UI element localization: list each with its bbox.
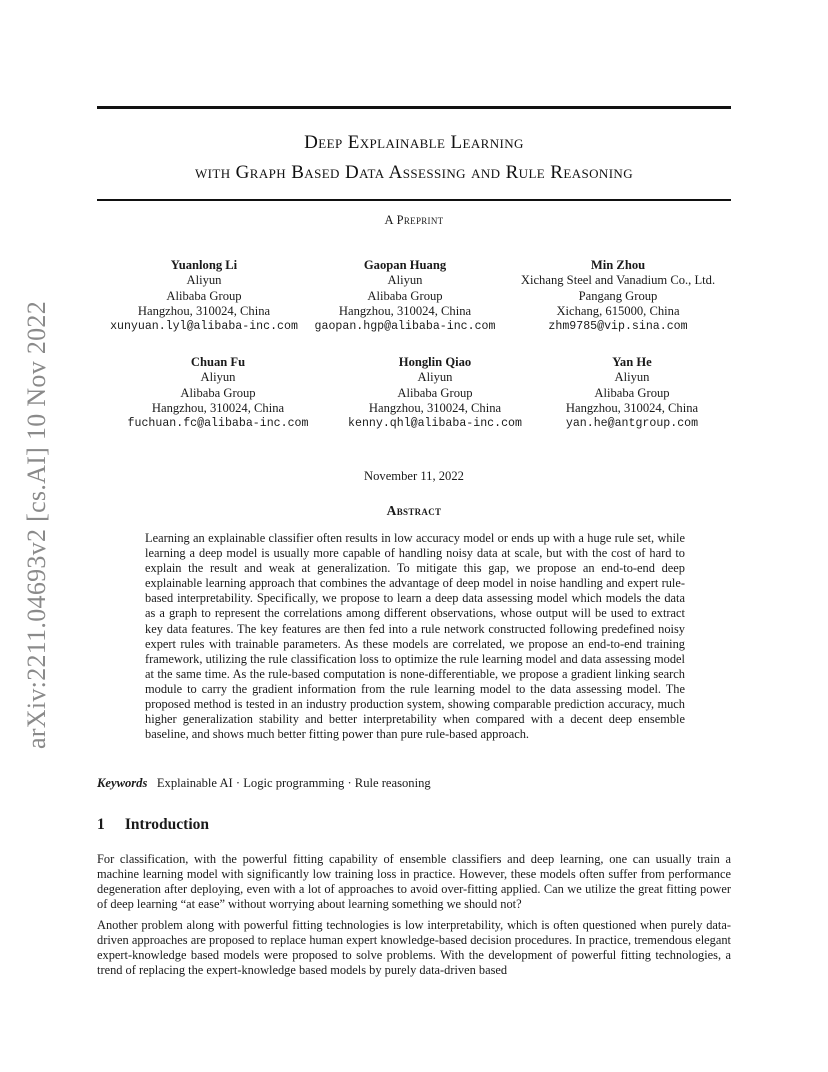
author-address: Hangzhou, 310024, China [338,303,472,318]
author-name: Chuan Fu [190,355,246,369]
section-title: Introduction [124,816,209,833]
author-email[interactable]: kenny.qhl@alibaba-inc.com [348,417,522,431]
author-email[interactable]: yan.he@antgroup.com [565,417,699,431]
author-block [103,355,333,431]
title-line-1: Deep Explainable Learning [304,132,524,153]
author-affiliation: Alibaba Group [180,385,256,400]
intro-paragraph: Another problem along with powerful fitting technologies is low interpretability, which is often questioned when purely data-driven approaches are proposed to replace human expert knowledge-based decision procedures. In practice, tremendous elegant expert-knowledge based models were proposed to solve problems. With the development of powerful fitting technologies, a trend of replacing the expert-knowledge based models by purely data-driven based [97,918,731,978]
author-affiliation: Pangang Group [578,288,658,303]
author-block [89,258,319,334]
intro-paragraph: For classification, with the powerful fitting capability of ensemble classifiers and deep learning, one can usually train a machine learning model with significantly low training loss in practice. However, these models often suffer from performance degeneration after deploying, even with a lot of approaches to avoid over-fitting applied. Can we utilize the great fitting power of deep learning “at ease” without worrying about learning something we should not? [97,852,731,912]
author-affiliation: Aliyun [614,370,650,385]
author-address: Xichang, 615000, China [556,303,680,318]
section-number: 1 [97,816,105,833]
abstract-heading: Abstract [386,503,442,518]
preprint-label: A Preprint [384,213,444,227]
abstract-text: Learning an explainable classifier often results in low accuracy model or ends up with a huge rule set, while learning a deep model is usually more capable of handling noisy data at scale, but with the cost of hard to explain the result and weak at generalization. To mitigate this gap, we propose an end-to-end deep explainable learning approach that combines the advantage of deep model in noise handling and expert rule-based interpretability. Specifically, we propose to learn a deep data assessing model which models the data as a graph to represent the correlations among different observations, whose output will be used to extract key data features. The key features are then fed into a rule network constructed following predefined noisy expert rules with trainable parameters. As these models are correlated, we propose an end-to-end training framework, utilizing the rule classification loss to optimize the rule learning model and data assessing model at the same time. As the rule-based computation is none-differentiable, we propose a gradient linking search module to carry the gradient information from the rule learning model to the data assessing model. The proposed method is tested in an industry production system, showing comparable prediction accuracy, much higher generalization stability and better interpretability when compared with a decent deep ensemble baseline, and shows much better fitting power than pure rule-based approach. [145,531,685,742]
author-affiliation: Alibaba Group [367,288,443,303]
author-email[interactable]: zhm9785@vip.sina.com [548,320,688,334]
title-bottom-rule [97,199,731,201]
author-address: Hangzhou, 310024, China [137,303,271,318]
author-affiliation: Aliyun [186,273,222,288]
author-name: Yuanlong Li [170,258,238,272]
author-name: Yan He [612,355,652,369]
title-top-rule [97,106,731,109]
author-name: Min Zhou [590,258,646,272]
author-block [320,355,550,431]
author-affiliation: Alibaba Group [397,385,473,400]
author-name: Honglin Qiao [398,355,472,369]
section-heading [97,816,731,834]
author-affiliation: Aliyun [200,370,236,385]
arxiv-identifier [14,290,60,760]
author-affiliation: Alibaba Group [594,385,670,400]
author-block [517,355,747,431]
author-affiliation: Aliyun [387,273,423,288]
keywords-line [97,776,731,791]
author-block [290,258,520,334]
author-affiliation: Xichang Steel and Vanadium Co., Ltd. [520,273,716,288]
arxiv-identifier-text: arXiv:2211.04693v2 [cs.AI] 10 Nov 2022 [22,300,52,750]
author-address: Hangzhou, 310024, China [151,400,285,415]
keywords-label: Keywords [97,776,148,790]
title-line-2: with Graph Based Data Assessing and Rule Reasoning [194,162,633,183]
author-email[interactable]: xunyuan.lyl@alibaba-inc.com [110,320,298,334]
author-name: Gaopan Huang [363,258,447,272]
author-affiliation: Aliyun [417,370,453,385]
author-affiliation: Alibaba Group [166,288,242,303]
author-address: Hangzhou, 310024, China [565,400,699,415]
author-email[interactable]: gaopan.hgp@alibaba-inc.com [314,320,496,334]
paper-title [97,128,731,188]
author-block [503,258,733,334]
author-address: Hangzhou, 310024, China [368,400,502,415]
publication-date: November 11, 2022 [364,469,464,483]
keywords-list: Explainable AI · Logic programming · Rule reasoning [156,776,431,790]
author-email[interactable]: fuchuan.fc@alibaba-inc.com [127,417,309,431]
